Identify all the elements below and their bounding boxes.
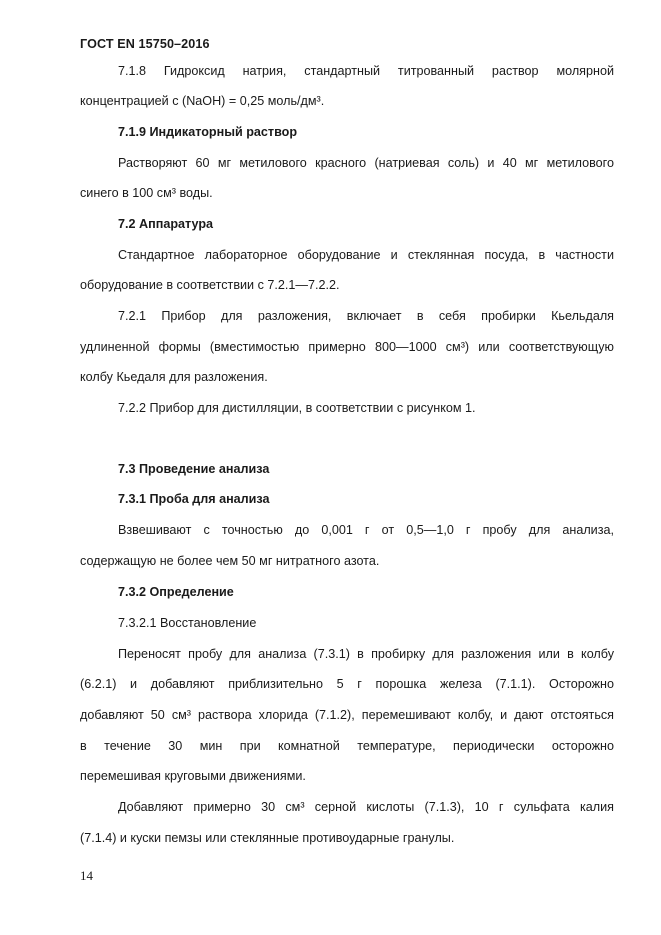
section-heading: 7.2 Аппаратура: [118, 217, 214, 231]
text-line: 7.3.2.1 Восстановление: [118, 616, 257, 630]
text-line: перемешивая круговыми движениями.: [80, 769, 306, 783]
text-line: 7.1.8 Гидроксид натрия, стандартный титрованный раствор молярной: [118, 64, 614, 78]
text-line: 7.2.2 Прибор для дистилляции, в соответствии с рисунком 1.: [118, 401, 476, 415]
text-line: синего в 100 см³ воды.: [80, 186, 213, 200]
text-line: оборудование в соответствии с 7.2.1—7.2.2.: [80, 278, 340, 292]
text-line: колбу Кьедаля для разложения.: [80, 370, 268, 384]
text-line: Добавляют примерно 30 см³ серной кислоты (7.1.3), 10 г сульфата калия: [118, 800, 614, 814]
text-line: (6.2.1) и добавляют приблизительно 5 г порошка железа (7.1.1). Осторожно: [80, 677, 614, 691]
document-header: ГОСТ EN 15750–2016: [80, 37, 210, 51]
text-line: 7.2.1 Прибор для разложения, включает в себя пробирки Кьельдаля: [118, 309, 614, 323]
text-line: Переносят пробу для анализа (7.3.1) в пробирку для разложения или в колбу: [118, 647, 614, 661]
text-line: содержащую не более чем 50 мг нитратного азота.: [80, 554, 380, 568]
page-number: 14: [80, 868, 93, 883]
section-heading: 7.3.1 Проба для анализа: [118, 492, 270, 506]
text-line: Растворяют 60 мг метилового красного (натриевая соль) и 40 мг метилового: [118, 156, 614, 170]
text-line: концентрацией c (NaOH) = 0,25 моль/дм³.: [80, 94, 325, 108]
section-heading: 7.3.2 Определение: [118, 585, 234, 599]
text-line: удлиненной формы (вместимостью примерно 800—1000 см³) или соответствующую: [80, 340, 614, 354]
text-line: Взвешивают с точностью до 0,001 г от 0,5—1,0 г пробу для анализа,: [118, 523, 614, 537]
section-heading: 7.3 Проведение анализа: [118, 462, 270, 476]
section-heading: 7.1.9 Индикаторный раствор: [118, 125, 298, 139]
text-line: Стандартное лабораторное оборудование и стеклянная посуда, в частности: [118, 248, 614, 262]
text-line: добавляют 50 см³ раствора хлорида (7.1.2), перемешивают колбу, и дают отстояться: [80, 708, 614, 722]
text-line: в течение 30 мин при комнатной температуре, периодически осторожно: [80, 739, 614, 753]
text-line: (7.1.4) и куски пемзы или стеклянные противоударные гранулы.: [80, 831, 455, 845]
